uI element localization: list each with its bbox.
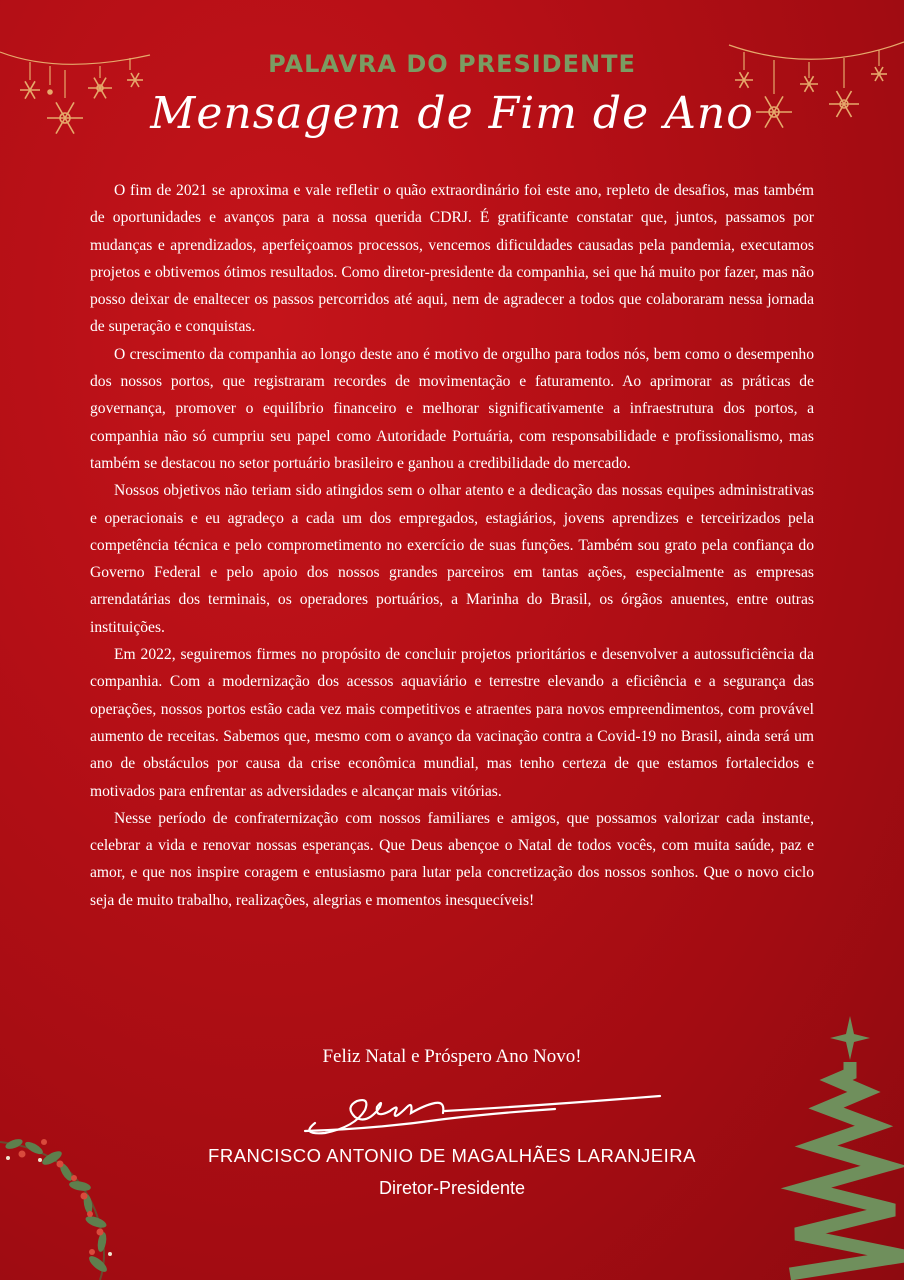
paragraph-1: O fim de 2021 se aproxima e vale refletir o quão extraordinário foi este ano, repleto de desafios, mas também de oportunidades e avanços para a nossa querida CDRJ. É gratificante constatar que, juntos, passamos por mudanças e aprendizados, aperfeiçoamos processos, vencemos dificuldades causadas pela pandemia, executamos projetos e obtivemos ótimos resultados. Como diretor-presidente da companhia, sei que há muito por fazer, mas não posso deixar de enaltecer os passos percorridos até aqui, nem de agradecer a todos que colaboraram nessa jornada de superação e conquistas. [90,182,814,336]
closing-greeting: Feliz Natal e Próspero Ano Novo! [322,1046,582,1067]
signature-icon [295,1085,665,1145]
page-title: Mensagem de Fim de Ano [150,88,754,139]
signatory-name: FRANCISCO ANTONIO DE MAGALHÃES LARANJEIRA [208,1145,696,1166]
paragraph-5: Nesse período de confraternização com nossos familiares e amigos, que possamos valorizar cada instante, celebrar a vida e renovar nossas esperanças. Que Deus abençoe o Natal de todos vocês, com muita saúde, paz e amor, e que nos inspire coragem e entusiasmo para lutar pela concretização dos nossos sonhos. Que o novo ciclo seja de muito trabalho, realizações, alegrias e momentos inesquecíveis! [90,809,814,909]
page-kicker: PALAVRA DO PRESIDENTE [268,50,636,78]
signatory-role: Diretor-Presidente [378,1178,526,1198]
message-body [90,177,814,914]
holly-wreath-icon [0,1130,150,1280]
christmas-tree-icon [770,1012,904,1280]
paragraph-2: O crescimento da companhia ao longo deste ano é motivo de orgulho para todos nós, bem como o desempenho dos nossos portos, que registraram recordes de movimentação e faturamento. Ao aprimorar as práticas de governança, promover o equilíbrio financeiro e melhorar significativamente a infraestrutura dos portos, a companhia não só cumpriu seu papel como Autoridade Portuária, com responsabilidade e profissionalismo, mas também se destacou no setor portuário brasileiro e ganhou a credibilidade do mercado. [90,345,814,472]
paragraph-4: Em 2022, seguiremos firmes no propósito de concluir projetos prioritários e desenvolver a autossuficiência da companhia. Com a modernização dos acessos aquaviário e terrestre elevando a eficiência e a segurança das operações, nossos portos estão cada vez mais competitivos e atraentes para novos empreendimentos, com provável aumento de receitas. Sabemos que, mesmo com o avanço da vacinação contra a Covid-19 no Brasil, ainda será um ano de obstáculos por causa da crise econômica mundial, mas tenho certeza de que estamos fortalecidos e motivados para enfrentar as adversidades e alcançar mais vitórias. [90,646,814,800]
paragraph-3: Nossos objetivos não teriam sido atingidos sem o olhar atento e a dedicação das nossas equipes administrativas e operacionais e eu agradeço a cada um dos empregados, estagiários, jovens aprendizes e terceirizados pela competência técnica e pelo comprometimento no exercício de suas funções. Também sou grato pela confiança do Governo Federal e pelo apoio dos nossos grandes parceiros em tantas ações, especialmente as empresas arrendatárias dos terminais, os operadores portuários, a Marinha do Brasil, os órgãos anuentes, entre outras instituições. [90,482,814,636]
